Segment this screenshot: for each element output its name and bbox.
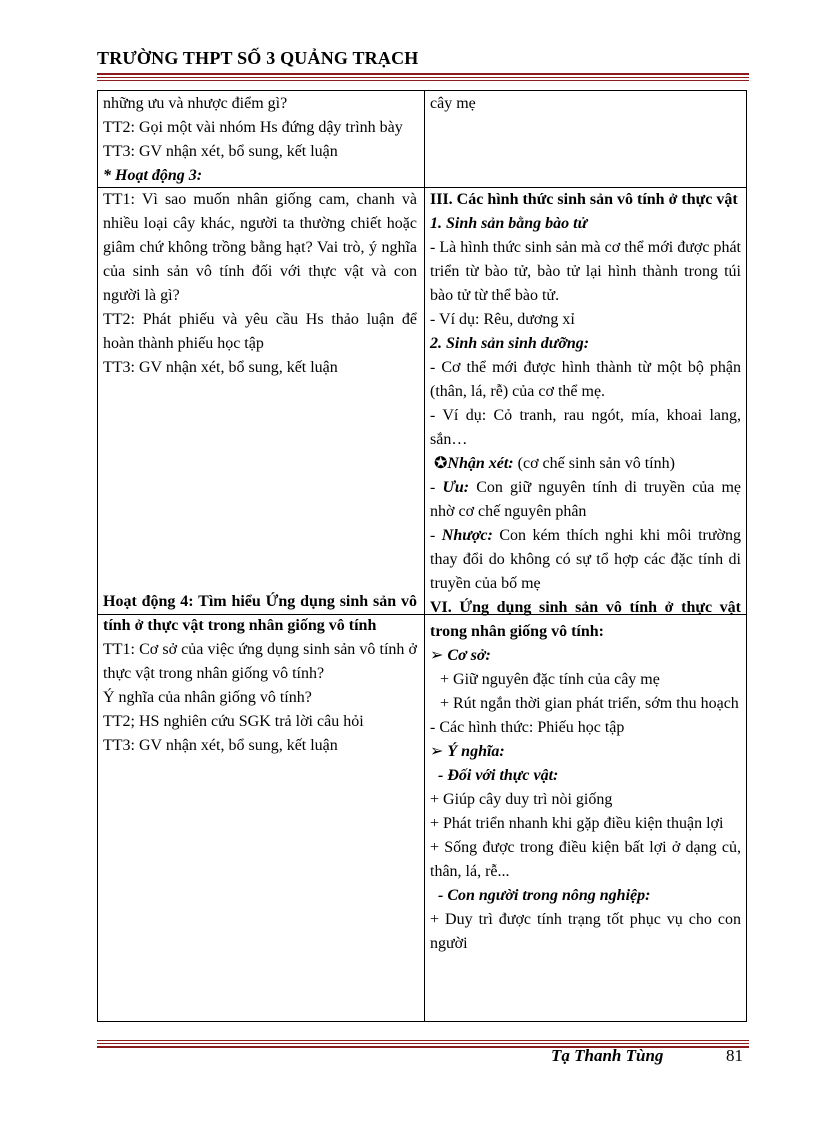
right-line: + Phát triển nhanh khi gặp điều kiện thuận lợi <box>430 815 724 832</box>
section-heading: VI. Ứng dụng sinh sản vô tính ở thực vật trong nhân giống vô tính: <box>430 599 741 640</box>
section-heading: III. Các hình thức sinh sản vô tính ở thực vật <box>430 191 738 208</box>
header-rule <box>97 73 749 75</box>
footer-rule <box>97 1043 749 1044</box>
subsection-heading: 2. Sinh sản sinh dưỡng: <box>430 335 590 352</box>
header-rule <box>97 80 749 81</box>
remark-line: ✪Nhận xét: (cơ chế sinh sản vô tính) <box>434 455 675 472</box>
left-line: Ý nghĩa của nhân giống vô tính? <box>103 689 312 706</box>
footer-rule <box>97 1040 749 1041</box>
subsection-heading: - Con người trong nông nghiệp: <box>438 887 651 904</box>
right-line: + Giúp cây duy trì nòi giống <box>430 791 613 808</box>
table-column-divider <box>424 90 425 1022</box>
right-line: - Cơ thể mới được hình thành từ một bộ phận (thân, lá, rễ) của cơ thể mẹ. <box>430 359 741 400</box>
left-line: TT3: GV nhận xét, bổ sung, kết luận <box>103 359 338 376</box>
right-line: - Các hình thức: Phiếu học tập <box>430 719 625 736</box>
right-line: - Ví dụ: Cỏ tranh, rau ngót, mía, khoai lang, sắn… <box>430 407 741 448</box>
header-title: TRƯỜNG THPT SỐ 3 QUẢNG TRẠCH <box>97 48 419 68</box>
right-line: - Ví dụ: Rêu, dương xỉ <box>430 311 575 328</box>
left-line: TT1: Vì sao muốn nhân giống cam, chanh và nhiều loại cây khác, người ta thường chiết hoặc giâm chứ không trồng bằng hạt? Vai trò, ý nghĩa của sinh sản vô tính đối với thực vật và con người là gì? <box>103 191 417 304</box>
bullet-icon: ✪ <box>434 455 448 472</box>
advantage-line: - Ưu: Con giữ nguyên tính di truyền của mẹ nhờ cơ chế nguyên phân <box>430 479 742 520</box>
footer-author: Tạ Thanh Tùng <box>551 1046 664 1065</box>
page-number: 81 <box>726 1046 743 1065</box>
left-line: những ưu và nhược điểm gì? <box>103 95 288 112</box>
right-line: + Duy trì được tính trạng tốt phục vụ cho con người <box>430 911 741 952</box>
arrow-bullet-icon: ➢ <box>430 647 448 664</box>
left-line: TT1: Cơ sở của việc ứng dụng sinh sản vô tính ở thực vật trong nhân giống vô tính? <box>103 641 417 682</box>
left-line: TT2: Phát phiếu và yêu cầu Hs thảo luận để hoàn thành phiếu học tập <box>103 311 417 352</box>
left-line: TT3: GV nhận xét, bổ sung, kết luận <box>103 737 338 754</box>
right-line: - Là hình thức sinh sản mà cơ thể mới được phát triển từ bào tử, bào tử lại hình thành trong túi bào tử từ thể bào tử. <box>430 239 741 304</box>
activity-heading: Hoạt động 4: Tìm hiểu Ứng dụng sinh sản vô tính ở thực vật trong nhân giống vô tính <box>103 593 417 634</box>
left-line: TT2; HS nghiên cứu SGK trả lời câu hỏi <box>103 713 364 730</box>
right-line: + Giữ nguyên đặc tính của cây mẹ <box>440 671 660 688</box>
left-line: TT2: Gọi một vài nhóm Hs đứng dậy trình bày <box>103 119 403 136</box>
activity-heading: * Hoạt động 3: <box>103 167 203 184</box>
subsection-heading: - Đối với thực vật: <box>438 767 559 784</box>
meaning-heading: ➢ Ý nghĩa: <box>430 743 505 760</box>
arrow-bullet-icon: ➢ <box>430 743 448 760</box>
teacher-activity-column <box>103 92 417 758</box>
subsection-heading: 1. Sinh sản bằng bào tử <box>430 215 588 232</box>
disadvantage-line: - Nhược: Con kém thích nghi khi môi trường thay đổi do không có sự tổ hợp các đặc tính di truyền của bố mẹ <box>430 527 741 592</box>
left-line: TT3: GV nhận xét, bổ sung, kết luận <box>103 143 338 160</box>
right-line: + Sống được trong điều kiện bất lợi ở dạng củ, thân, lá, rễ... <box>430 839 741 880</box>
basis-heading: ➢ Cơ sở: <box>430 647 491 664</box>
right-line: cây mẹ <box>430 95 476 112</box>
right-line: + Rút ngắn thời gian phát triển, sớm thu hoạch <box>440 695 739 712</box>
content-column <box>430 92 741 956</box>
header-rule <box>97 77 749 78</box>
